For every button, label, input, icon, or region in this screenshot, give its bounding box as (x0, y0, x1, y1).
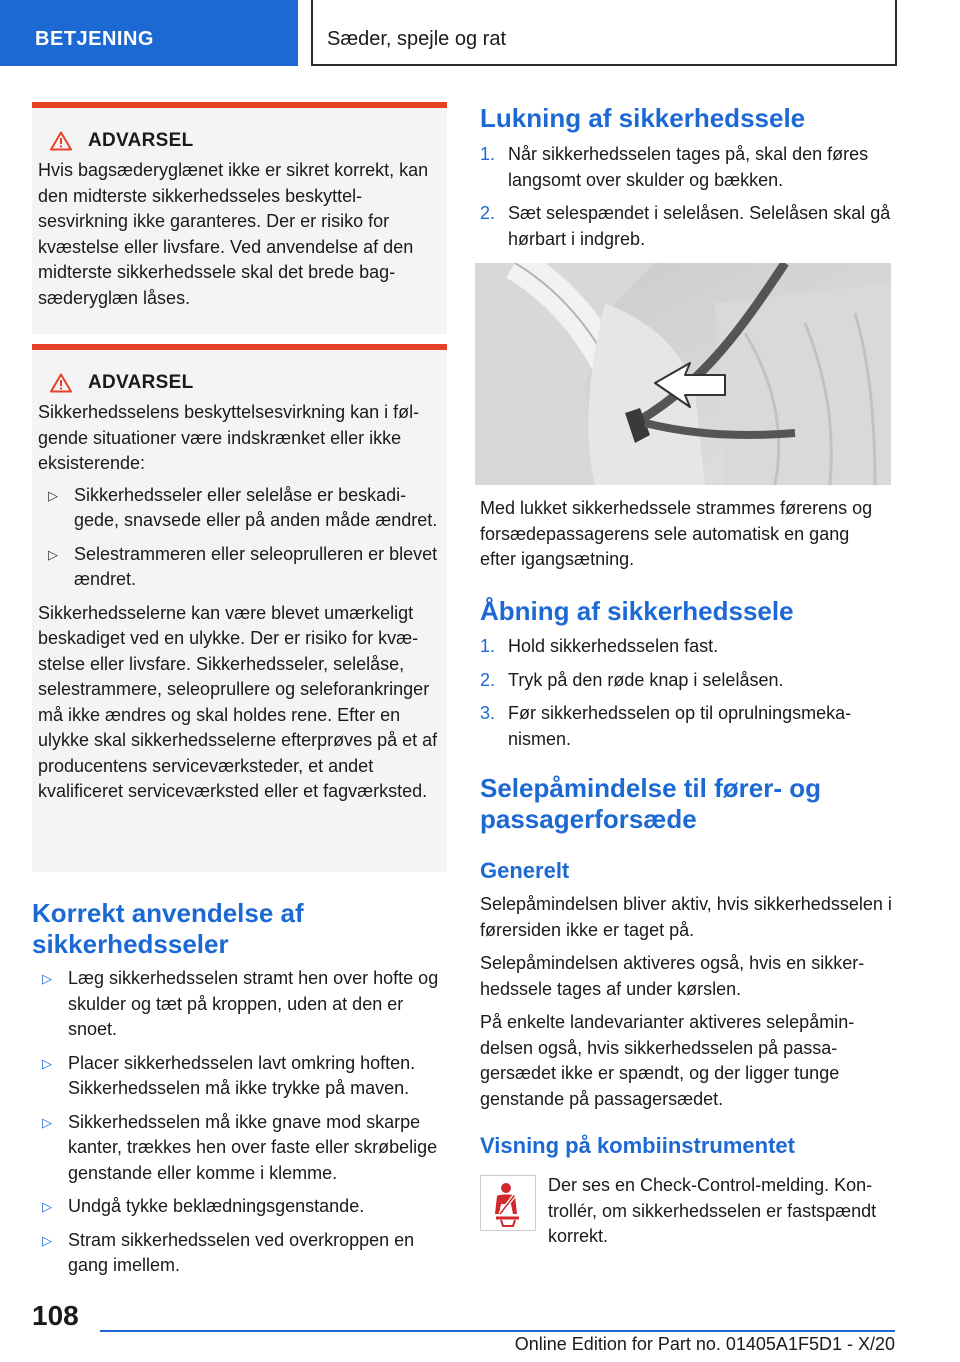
triangle-bullet-icon: ▷ (42, 1055, 52, 1071)
step-number: 1. (480, 636, 496, 656)
list-item-text: Undgå tykke beklædningsgenstande. (68, 1196, 365, 1216)
list-item-text: Læg sikkerhedsselen stramt hen over hofte og skulder og tæt på kroppen, uden at den er snoet. (68, 968, 439, 1039)
triangle-bullet-icon: ▷ (42, 1199, 52, 1214)
display-text: Der ses en Check-Control-melding. Kontrollér, om sikkerhedsselen er fastspændt korrekt. (548, 1175, 877, 1246)
section-tab (0, 0, 298, 66)
triangle-bullet-icon: ▷ (42, 1114, 52, 1130)
section-heading-correct-use: Korrekt anvendelse af sikkerhedsseler (32, 898, 304, 959)
warning-triangle-icon (50, 131, 72, 151)
seatbelt-warning-icon (480, 1175, 536, 1231)
step-item (480, 634, 895, 660)
subheading-general: Generelt (480, 858, 570, 883)
list-item (32, 1110, 447, 1187)
chapter-box (311, 0, 897, 66)
step-text: Sæt selespændet i selelåsen. Selelåsen skal gå hørbart i indgreb. (508, 203, 891, 249)
chapter-title: Sæder, spejle og rat (327, 28, 506, 50)
list-item (32, 1051, 447, 1102)
warning-title: ADVARSEL (88, 130, 194, 151)
triangle-bullet-icon: ▷ (42, 971, 52, 986)
step-number: 3. (480, 703, 496, 723)
step-text: Før sikkerhedsselen op til oprulningsmekanismen. (508, 703, 852, 749)
warning-heading (50, 130, 439, 152)
reminder-paragraph: Selepåmindelsen aktiveres også, hvis en sikkerhedssele tages af under kørslen. (480, 953, 865, 999)
warning-title: ADVARSEL (88, 372, 194, 393)
step-text: Tryk på den røde knap i selelåsen. (508, 669, 784, 690)
triangle-bullet-icon: ▷ (42, 1232, 52, 1248)
section-heading-closing: Lukning af sikkerhedssele (480, 103, 806, 133)
list-item (38, 542, 439, 593)
warning-list (38, 483, 439, 593)
list-item-text: Placer sikkerhedsselen lavt omkring hoften. Sikkerhedsselen må ikke trykke på maven. (68, 1052, 416, 1098)
page-header (0, 0, 960, 84)
warning-box-2 (32, 344, 447, 872)
list-item (32, 1228, 447, 1279)
warning-text: Hvis bagsæderyglænet ikke er sikret korrekt, kan den midterste sikkerhedsseles beskyttelsesvirkning ikke garanteres. Der er risiko for kvæstelse eller livsfare. Ved anvendelse af den midterste sikkerhedssele skal det brede bagsæderyglæn låses. (38, 160, 429, 308)
closing-note: Med lukket sikkerhedssele strammes førerens og forsædepassagerens sele automatisk en gang efter igangsætning. (480, 498, 873, 569)
step-text: Når sikkerhedsselen tages på, skal den føres langsomt over skulder og bækken. (508, 144, 869, 190)
list-item (38, 483, 439, 534)
step-item (480, 201, 895, 252)
step-number: 2. (480, 203, 496, 223)
footer-edition: Online Edition for Part no. 01405A1F5D1 - X/20 (514, 1334, 895, 1354)
list-item-text: Sikkerhedsselen må ikke gnave mod skarpe kanter, trækkes hen over faste eller skrøbelige genstande eller komme i klemme. (68, 1111, 438, 1183)
step-item (480, 701, 895, 752)
triangle-bullet-icon: ▷ (48, 487, 58, 503)
step-item (480, 668, 895, 694)
list-item-text: Stram sikkerhedsselen ved overkroppen en gang imellem. (68, 1229, 415, 1275)
closing-steps (480, 142, 895, 252)
step-number: 1. (480, 144, 496, 164)
reminder-paragraph: Selepåmindelsen bliver aktiv, hvis sikkerhedsselen i førersiden ikke er taget på. (480, 894, 892, 940)
reminder-paragraph: På enkelte landevarianter aktiveres selepåmindelsen også, hvis sikkerhedsselen på passagersædet ikke er spændt, og der ligger tunge genstande på passagersædet. (480, 1012, 855, 1109)
list-item (32, 1194, 447, 1220)
list-item (32, 966, 447, 1043)
page-number: 108 (32, 1300, 79, 1331)
section-heading-reminder: Selepåmindelse til fører- og passagerforsæde (480, 773, 821, 834)
warning-box-1 (32, 102, 447, 334)
opening-steps-container (480, 634, 895, 760)
step-item (480, 142, 895, 193)
closing-steps-container (480, 142, 895, 260)
list-item-text: Sikkerhedsseler eller selelåse er beskadigede, snavsede eller på anden måde ændret. (74, 484, 438, 530)
warning-text: Sikkerhedsselerne kan være blevet umærkeligt beskadiget ved en ulykke. Der er risiko for kvæstelse eller livsfare. Sikkerhedsseler, selelåse, selestrammere, seleoprullere og seleforankringer må ikke ændres og skal holdes rene. Efter en ulykke skal sikkerhedsselerne efterprøves på et af producentens serviceværksteder, et andet kvalificeret serviceværksted eller et fagværksted. (38, 602, 438, 801)
section-heading-opening: Åbning af sikkerhedssele (480, 596, 794, 626)
seatbelt-buckle-illustration (475, 263, 891, 485)
list-item-text: Selestrammeren eller seleoprulleren er blevet ændret. (74, 543, 438, 589)
opening-steps (480, 634, 895, 752)
seatbelt-buckle-image (475, 263, 891, 485)
triangle-bullet-icon: ▷ (48, 546, 58, 562)
subheading-display: Visning på kombiinstrumentet (480, 1133, 795, 1158)
footer-divider (100, 1330, 895, 1332)
seatbelt-icon (481, 1176, 535, 1230)
warning-heading (50, 372, 439, 394)
warning-triangle-icon (50, 373, 72, 393)
section-title: BETJENING (35, 28, 154, 50)
step-text: Hold sikkerhedsselen fast. (508, 636, 719, 656)
reminder-text-container (480, 892, 895, 1112)
warning-intro: Sikkerhedsselens beskyttelsesvirkning kan i følgende situationer være indskrænket eller ikke eksisterende: (38, 402, 420, 473)
step-number: 2. (480, 669, 496, 690)
correct-use-list-container (32, 966, 447, 1287)
correct-use-list (32, 966, 447, 1279)
